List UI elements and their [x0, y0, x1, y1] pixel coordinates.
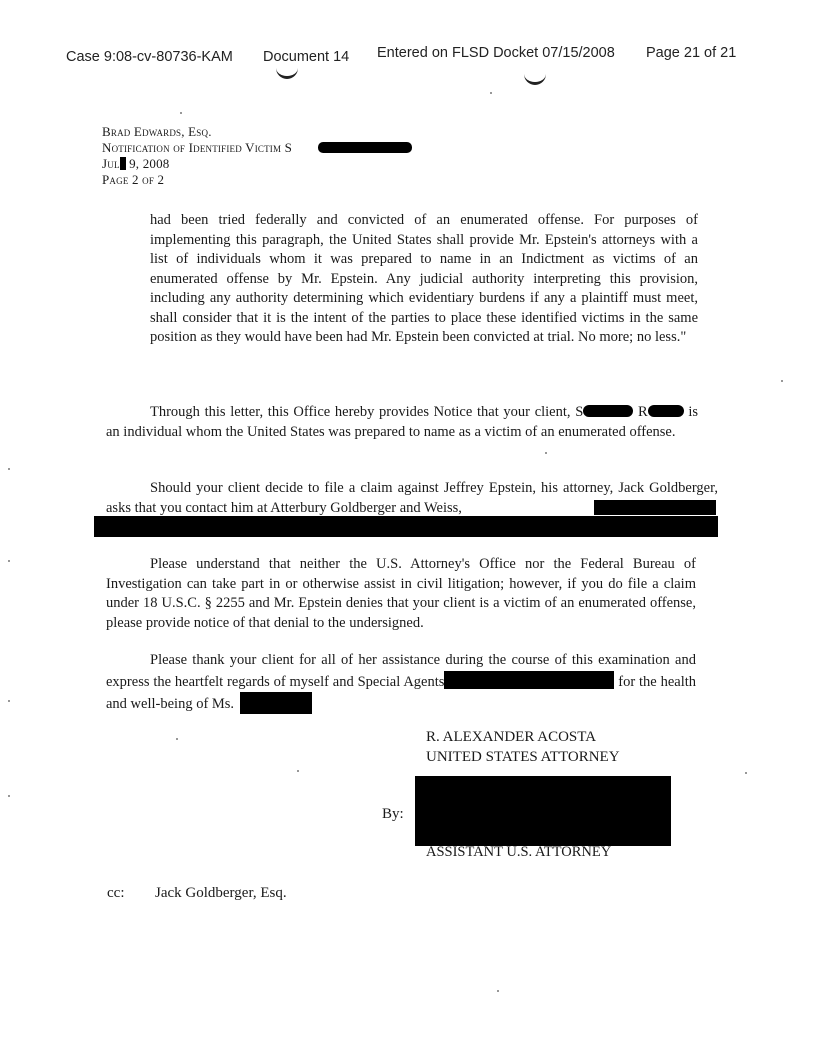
- by-label: By:: [382, 806, 404, 822]
- letter-caption: [102, 124, 292, 188]
- redaction-box: [583, 405, 633, 417]
- scan-speck: [497, 990, 499, 992]
- scan-speck: [745, 772, 747, 774]
- notice-paragraph: Through this letter, this Office hereby provides Notice that your client, S R is an individual whom the United States was prepared to name as a victim of an enumerated offense.: [106, 404, 699, 440]
- subject-line: Notification of Identified Victim S: [102, 140, 293, 155]
- redaction-box: [240, 692, 312, 714]
- signer-role: ASSISTANT U.S. ATTORNEY: [426, 844, 612, 860]
- signature-redaction: [415, 776, 671, 846]
- redaction-box: [318, 142, 412, 153]
- document-number: Document 14: [263, 49, 350, 65]
- scan-speck: [180, 112, 182, 114]
- civil-litigation-paragraph: Please understand that neither the U.S. Attorney's Office nor the Federal Bureau of Investigation can take part in or otherwise assist in civil litigation; however, if you do file a claim under 18 U.S.C. § 2255 and Mr. Epstein denies that your client is a victim of an enumerated offense, please provide notice of that denial to the undersigned.: [106, 556, 696, 631]
- cc-recipient: Jack Goldberger, Esq.: [155, 885, 287, 901]
- redaction-box: [444, 671, 614, 689]
- scan-speck: [490, 92, 492, 94]
- stamp-mark: [524, 74, 546, 85]
- quoted-paragraph: had been tried federally and convicted of an enumerated offense. For purposes of implementing this paragraph, the United States shall provide Mr. Epstein's attorneys with a list of individuals whom it was prepared to name in an Indictment as victims of an enumerated offense by Mr. Epstein. Any judicial authority interpreting this provision, including any authority determining which evidentiary burdens if any a plaintiff must meet, shall consider that it is the intent of the parties to place these identified victims in the same position as they would have been had Mr. Epstein been convicted at trial. No more; no less.": [150, 212, 698, 345]
- redaction-box: [648, 405, 684, 417]
- scan-speck: [8, 700, 10, 702]
- redaction-box: [94, 516, 718, 537]
- page-of-line: Page 2 of 2: [102, 172, 165, 187]
- signer-title: UNITED STATES ATTORNEY: [426, 749, 620, 765]
- signer-name: R. ALEXANDER ACOSTA: [426, 729, 597, 745]
- scan-speck: [8, 795, 10, 797]
- scan-speck: [297, 770, 299, 772]
- docket-entry: Entered on FLSD Docket 07/15/2008: [377, 45, 615, 61]
- scan-speck: [545, 452, 547, 454]
- page-number: Page 21 of 21: [646, 45, 737, 61]
- recipient-line: Brad Edwards, Esq.: [102, 124, 212, 139]
- scan-speck: [8, 560, 10, 562]
- scan-speck: [781, 380, 783, 382]
- stamp-mark: [276, 68, 298, 79]
- date-line: Jul 9, 2008: [102, 156, 170, 171]
- case-number: Case 9:08-cv-80736-KAM: [66, 49, 233, 65]
- scan-speck: [8, 468, 10, 470]
- cc-label: cc:: [107, 885, 125, 901]
- contact-paragraph: Should your client decide to file a claim against Jeffrey Epstein, his attorney, Jack Goldberger, asks that you contact him at Atterbury Goldberger and Weiss,: [106, 480, 718, 516]
- thanks-paragraph: Please thank your client for all of her assistance during the course of this examination and express the heartfelt regards of myself and Special Agents for the health and well-being of Ms.: [106, 652, 697, 712]
- redaction-box: [594, 500, 716, 515]
- scan-speck: [176, 738, 178, 740]
